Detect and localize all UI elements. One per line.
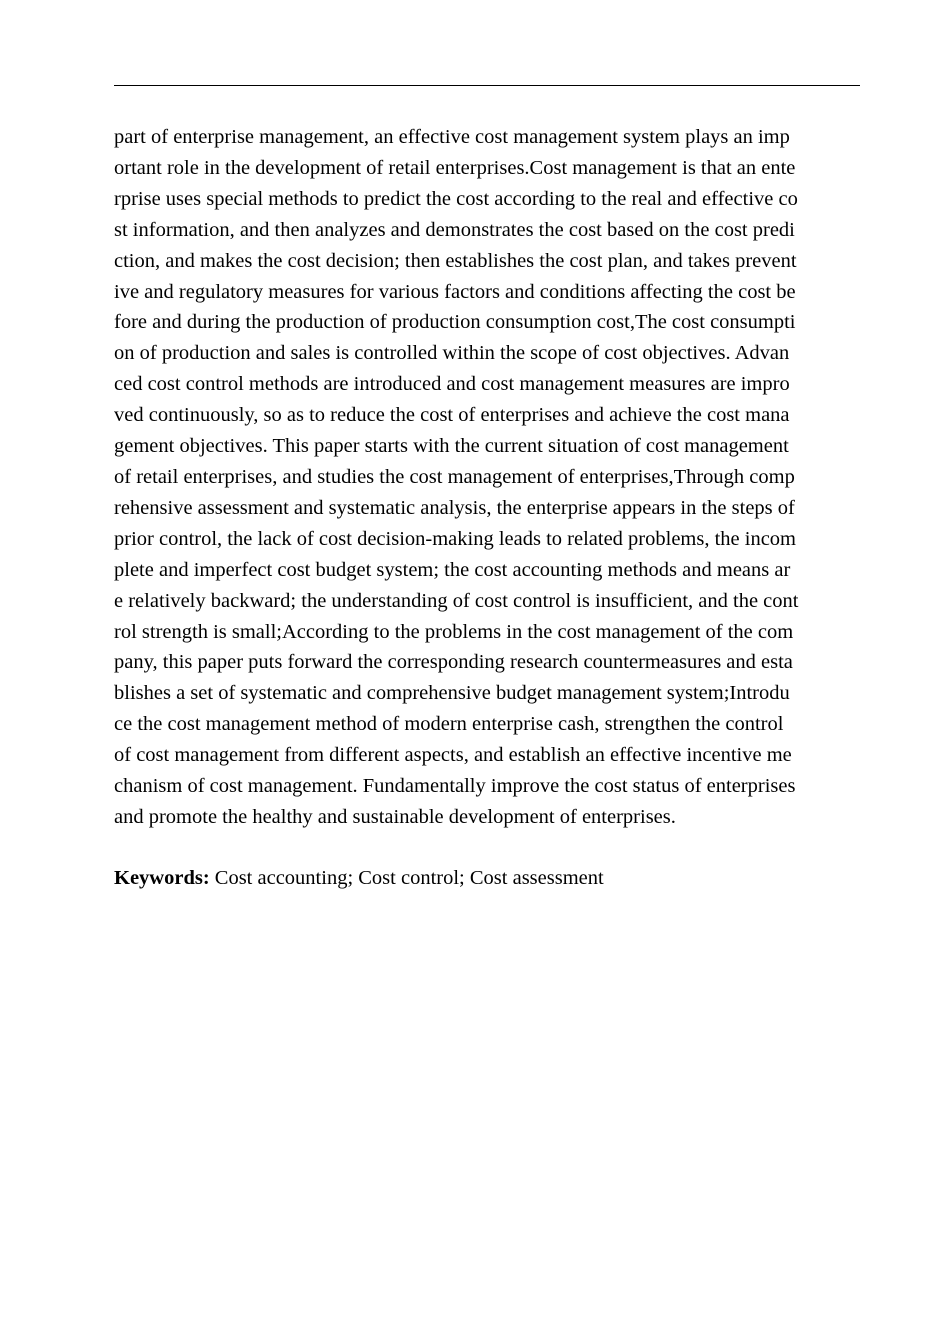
abstract-line: ved continuously, so as to reduce the cost of enterprises and achieve the cost mana [114, 404, 790, 427]
abstract-line: gement objectives. This paper starts with the current situation of cost management [114, 435, 789, 458]
abstract-line: chanism of cost management. Fundamentally improve the cost status of enterprises [114, 775, 796, 798]
abstract-line: of cost management from different aspects, and establish an effective incentive me [114, 744, 792, 767]
abstract-line: ced cost control methods are introduced and cost management measures are impro [114, 373, 790, 396]
abstract-line: plete and imperfect cost budget system; the cost accounting methods and means ar [114, 558, 791, 581]
abstract-line: ortant role in the development of retail enterprises.Cost management is that an ente [114, 156, 796, 179]
abstract-line: blishes a set of systematic and comprehensive budget management system;Introdu [114, 682, 790, 705]
abstract-line: rol strength is small;According to the problems in the cost management of the com [114, 620, 794, 643]
abstract-line: st information, and then analyzes and demonstrates the cost based on the cost predi [114, 218, 795, 241]
abstract-paragraph [114, 122, 860, 833]
header-rule [114, 85, 860, 86]
abstract-line: rprise uses special methods to predict the cost according to the real and effective co [114, 187, 798, 210]
abstract-line: ive and regulatory measures for various factors and conditions affecting the cost be [114, 280, 796, 303]
keywords-label: Keywords: [114, 867, 210, 889]
abstract-line: fore and during the production of production consumption cost,The cost consumpti [114, 311, 796, 334]
keywords-line [114, 863, 860, 894]
keywords-text: Cost accounting; Cost control; Cost assessment [209, 867, 604, 889]
abstract-line: ce the cost management method of modern enterprise cash, strengthen the control [114, 713, 784, 736]
abstract-line: of retail enterprises, and studies the cost management of enterprises,Through comp [114, 465, 795, 488]
abstract-line: and promote the healthy and sustainable development of enterprises. [114, 805, 676, 828]
abstract-line: on of production and sales is controlled within the scope of cost objectives. Advan [114, 342, 790, 365]
abstract-line: prior control, the lack of cost decision-making leads to related problems, the incom [114, 527, 796, 550]
abstract-line: e relatively backward; the understanding of cost control is insufficient, and the cont [114, 589, 799, 612]
abstract-line: rehensive assessment and systematic analysis, the enterprise appears in the steps of [114, 496, 795, 519]
abstract-line: pany, this paper puts forward the corresponding research countermeasures and esta [114, 651, 793, 674]
abstract-line: ction, and makes the cost decision; then establishes the cost plan, and takes prevent [114, 249, 797, 272]
abstract-line: part of enterprise management, an effective cost management system plays an imp [114, 126, 790, 148]
